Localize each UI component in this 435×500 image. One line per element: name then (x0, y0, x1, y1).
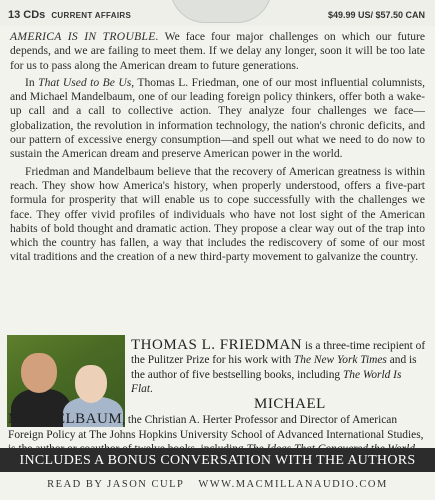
cd-count-label (8, 9, 131, 21)
price-label: $49.99 US/ $57.50 CAN (327, 10, 425, 20)
top-strip (0, 0, 435, 26)
paragraph-1: AMERICA IS IN TROUBLE. We face four major challenges on which our future depends, and we are failing to meet them. If we delay any longer, soon it will be too late for us to pass along the American dream to future generations. (10, 30, 426, 72)
paragraph-3: Friedman and Mandelbaum believe that the recovery of American greatness is within reach. They show how America's history, when properly understood, offers a five-part formula for prosperity that will enable us to cope successfully with the challenges we face. They offer vivid profiles of individuals who have not lost sight of the American habits of bold thought and dramatic action. They propose a clear way out of the trap into which the country has fallen, a way that includes the rediscovery of some of our most vital traditions and the creation of a new third-party movement to galvanize the country. (10, 164, 425, 264)
category-label: CURRENT AFFAIRS (51, 11, 132, 20)
mandelbaum-name: MICHAEL MANDELBAUM (8, 396, 326, 428)
bonus-banner (0, 448, 435, 472)
cd-count: 13 CDs (8, 9, 46, 21)
friedman-name: THOMAS L. FRIEDMAN (131, 337, 303, 353)
reader-credit: READ BY JASON CULP (47, 479, 185, 490)
bonus-banner-text: INCLUDES A BONUS CONVERSATION WITH THE AUTHORS (19, 453, 416, 468)
publisher-url[interactable]: WWW.MACMILLANAUDIO.COM (198, 479, 388, 490)
paragraph-2: In That Used to Be Us, Thomas L. Friedman, one of our most influential columnists, and Michael Mandelbaum, one of our leading foreign policy thinkers, offer both a wake-up call and a call to collective action. They analyze four challenges we face—globalization, the revolution in information technology, the nation's chronic deficits, and our pattern of excessive energy consumption—and spell out what we need to do now to sustain the American dream and preserve American power in the world. (10, 75, 425, 161)
lead-phrase: AMERICA IS IN TROUBLE. (10, 30, 159, 43)
friedman-bio: THOMAS L. FRIEDMAN is a three-time recipient of the Pulitzer Prize for his work with The New York Times and is the author of five bestselling books, including The World Is Flat. (131, 337, 426, 395)
description-text (10, 30, 425, 265)
mandelbaum-bio: MICHAEL MANDELBAUM, the Christian A. Herter Professor and Director of American Foreign Policy at The Johns Hopkins University School of Advanced International Studies, (8, 396, 424, 441)
disc-tab-cutout (170, 0, 272, 23)
book-title: That Used to Be Us (38, 75, 132, 89)
footer (0, 479, 435, 490)
